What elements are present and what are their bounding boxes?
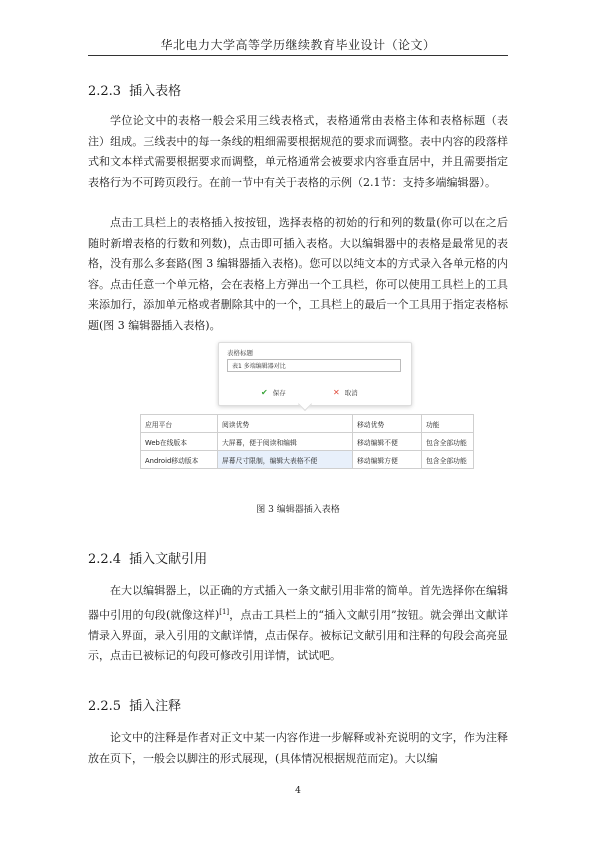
section-title: 插入注释 [129, 699, 182, 714]
table-cell[interactable]: Web在线版本 [141, 433, 218, 451]
figure-editor-insert-table [140, 342, 474, 482]
table-cell[interactable]: 移动编辑不便 [353, 433, 422, 451]
comparison-table [140, 414, 474, 469]
paragraph-annotation: 论文中的注释是作者对正文中某一内容作进一步解释或补充说明的文字，作为注释放在页下，一般会以脚注的形式展现，(具体情况根据规范而定)。大以编 [88, 731, 508, 765]
table-header-cell[interactable]: 移动优势 [353, 415, 422, 433]
table-cell-selected[interactable]: 屏幕尺寸限制，编辑大表格不便 [218, 451, 353, 469]
close-icon: ✕ [333, 388, 340, 397]
save-button-label: 保存 [272, 389, 286, 397]
citation-text-b: ，点击工具栏上的“插入文献引用”按钮。就会弹出文献详情录入界面，录入引用的文献详情，点击保存。被标记文献引用和注释的句段会高亮显示，点击已被标记的句段可修改引用详情，试试吧。 [88, 608, 508, 663]
popup-title: 表格标题 [227, 349, 253, 357]
section-heading-2-2-4 [88, 548, 207, 567]
cancel-button[interactable] [333, 388, 358, 397]
paragraph-insert-table: 点击工具栏上的表格插入按按钮，选择表格的初始的行和列的数量(你可以在之后随时新增表格的行数和列数)，点击即可插入表格。大以编辑器中的表格是最常见的表格，没有那么多套路(图 3 编辑器插入表格)。您可以以纯文本的方式录入各单元格的内容。点击任意一个单元格，会在表格上方弹出一个工具栏，你可以使用工具栏上的工具来添加行，添加单元格或者删除其中的一个，工具栏上的最后一个工具用于指定表格标题(图 3 编辑器插入表格)。 [88, 216, 508, 332]
section-heading-2-2-5 [88, 695, 181, 714]
section-number: 2.2.4 [88, 552, 122, 567]
table-row [141, 433, 474, 451]
header-rule [88, 55, 508, 56]
page-header: 华北电力大学高等学历继续教育毕业设计（论文） [160, 38, 436, 52]
section-title: 插入表格 [129, 84, 182, 99]
table-title-popup [218, 342, 412, 406]
table-cell[interactable]: 包含全部功能 [422, 433, 474, 451]
table-header-cell[interactable]: 功能 [422, 415, 474, 433]
table-title-input[interactable]: 表1 多端编辑器对比 [227, 359, 401, 372]
check-icon: ✔ [261, 388, 268, 397]
save-button[interactable] [261, 388, 286, 397]
citation-text-a: 在大以编辑器上，以正确的方式插入一条文献引用非常的简单。首先选择你在编辑器中引用的句段(就像这样) [88, 584, 508, 622]
paragraph-citation [88, 581, 508, 667]
table-cell[interactable]: 移动编辑方便 [353, 451, 422, 469]
figure-caption: 图 3 编辑器插入表格 [256, 505, 340, 515]
section-number: 2.2.3 [88, 84, 122, 99]
page-number: 4 [295, 786, 301, 796]
table-cell[interactable]: Android移动版本 [141, 451, 218, 469]
table-header-cell[interactable]: 阅读优势 [218, 415, 353, 433]
section-number: 2.2.5 [88, 699, 122, 714]
table-cell[interactable]: 大屏幕，便于阅读和编辑 [218, 433, 353, 451]
section-heading-2-2-3 [88, 80, 181, 99]
table-row [141, 451, 474, 469]
reference-mark: [1] [219, 607, 230, 616]
paragraph-tables-intro: 学位论文中的表格一般会采用三线表格式，表格通常由表格主体和表格标题（表注）组成。三线表中的每一条线的粗细需要根据规范的要求而调整。表中内容的段落样式和文本样式需要根据要求而调整，单元格通常会被要求内容垂直居中，并且需要指定表格行为不可跨页段行。在前一节中有关于表格的示例（2.1节：支持多端编辑器）。 [88, 114, 508, 189]
cancel-button-label: 取消 [344, 389, 358, 397]
table-cell[interactable]: 包含全部功能 [422, 451, 474, 469]
table-header-row [141, 415, 474, 433]
table-header-cell[interactable]: 应用平台 [141, 415, 218, 433]
section-title: 插入文献引用 [129, 552, 208, 567]
